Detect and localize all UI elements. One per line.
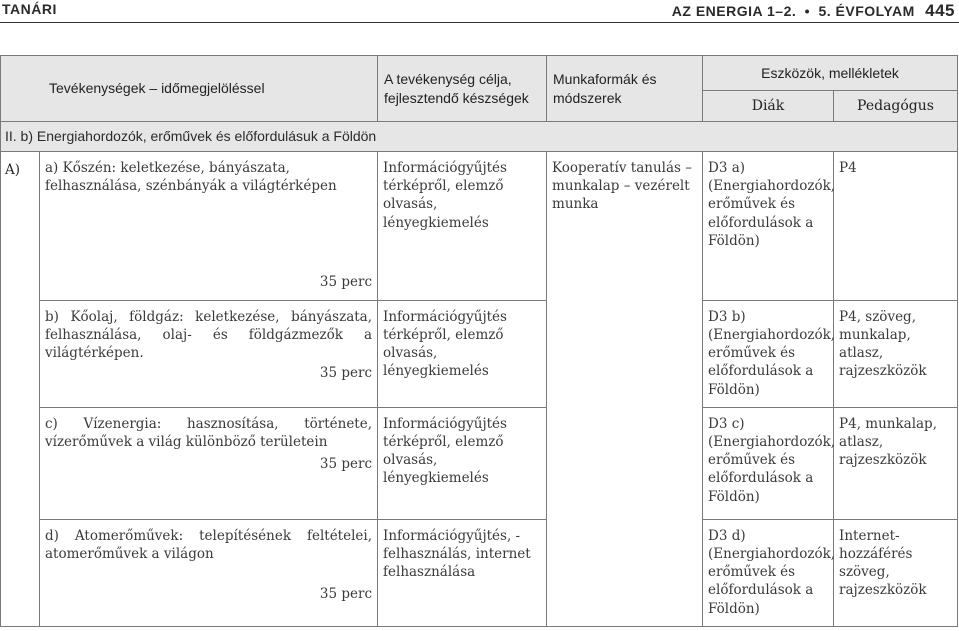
header-teacher: Pedagógus: [834, 91, 958, 122]
header-goal: A tevékenység célja, fejlesztendő készségek: [378, 56, 547, 122]
table-header-row: [1, 56, 958, 91]
table-row: [1, 407, 958, 519]
activity-cell: [40, 519, 378, 626]
student-tools-cell: D3 d) (Energiahordozók, erőművek és előfordulások a Földön): [703, 519, 834, 626]
teacher-tools-cell: P4, munkalap, atlasz, rajzeszközök: [834, 407, 958, 519]
lesson-plan-table: [0, 55, 958, 627]
chapter-title: AZ ENERGIA 1–2.: [671, 3, 797, 19]
activity-cell: [40, 152, 378, 301]
header-methods: Munkaformák és módszerek: [547, 56, 703, 122]
activity-text: a) Kőszén: keletkezése, bányászata, felhasználása, szénbányák a világtérképen: [45, 160, 337, 195]
time-label: 35 perc: [319, 274, 373, 291]
activity-cell: [40, 407, 378, 519]
goal-cell: Információgyűjtés térképről, elemző olvasás, lényegkiemelés: [378, 300, 547, 407]
section-title: II. b) Energiahordozók, erőművek és előfordulásuk a Földön: [1, 122, 958, 152]
bullet-separator: •: [804, 3, 811, 19]
method-cell: Kooperatív tanulás – munkalap – vezérelt munka: [547, 152, 703, 627]
goal-cell: Információgyűjtés térképről, elemző olvasás, lényegkiemelés: [378, 152, 547, 301]
table-row: [1, 519, 958, 626]
activity-text: b) Kőolaj, földgáz: keletkezése, bányászata, felhasználása, olaj- és földgázmezők a világtérképen.: [45, 308, 373, 362]
time-label: 35 perc: [319, 456, 373, 473]
header-tools: Eszközök, mellékletek: [703, 56, 958, 91]
teacher-tools-cell: Internet-hozzáférés szöveg, rajzeszközök: [834, 519, 958, 626]
page-header-right: [672, 1, 955, 21]
group-label: A): [1, 152, 40, 627]
table-row: [1, 152, 958, 301]
student-tools-cell: D3 b) (Energiahordozók, erőművek és előfordulások a Földön): [703, 300, 834, 407]
time-label: 35 perc: [319, 365, 373, 382]
page-number: 445: [925, 1, 955, 20]
goal-cell: Információgyűjtés, -felhasználás, internet felhasználása: [378, 519, 547, 626]
activity-text: d) Atomerőművek: telepítésének feltételei, atomerőművek a világon: [45, 527, 373, 562]
goal-cell: Információgyűjtés térképről, elemző olvasás, lényegkiemelés: [378, 407, 547, 519]
teacher-tools-cell: P4, szöveg, munkalap, atlasz, rajzeszközök: [834, 300, 958, 407]
header-rule: [0, 22, 959, 23]
grade-label: 5. ÉVFOLYAM: [818, 3, 915, 19]
student-tools-cell: D3 c) (Energiahordozók, erőművek és előfordulások a Földön): [703, 407, 834, 519]
student-tools-cell: D3 a) (Energiahordozók, erőművek és előfordulások a Földön): [703, 152, 834, 301]
header-student: Diák: [703, 91, 834, 122]
activity-cell: [40, 300, 378, 407]
table-row: [1, 300, 958, 407]
time-label: 35 perc: [319, 586, 373, 603]
teacher-tools-cell: P4: [834, 152, 958, 301]
activity-text: c) Vízenergia: hasznosítása, története, vízerőművek a világ különböző területein: [45, 415, 373, 450]
header-activities: Tevékenységek – időmegjelöléssel: [1, 56, 378, 122]
page-header: [0, 0, 959, 22]
page-header-label: TANÁRI: [2, 1, 57, 17]
section-row: [1, 122, 958, 152]
